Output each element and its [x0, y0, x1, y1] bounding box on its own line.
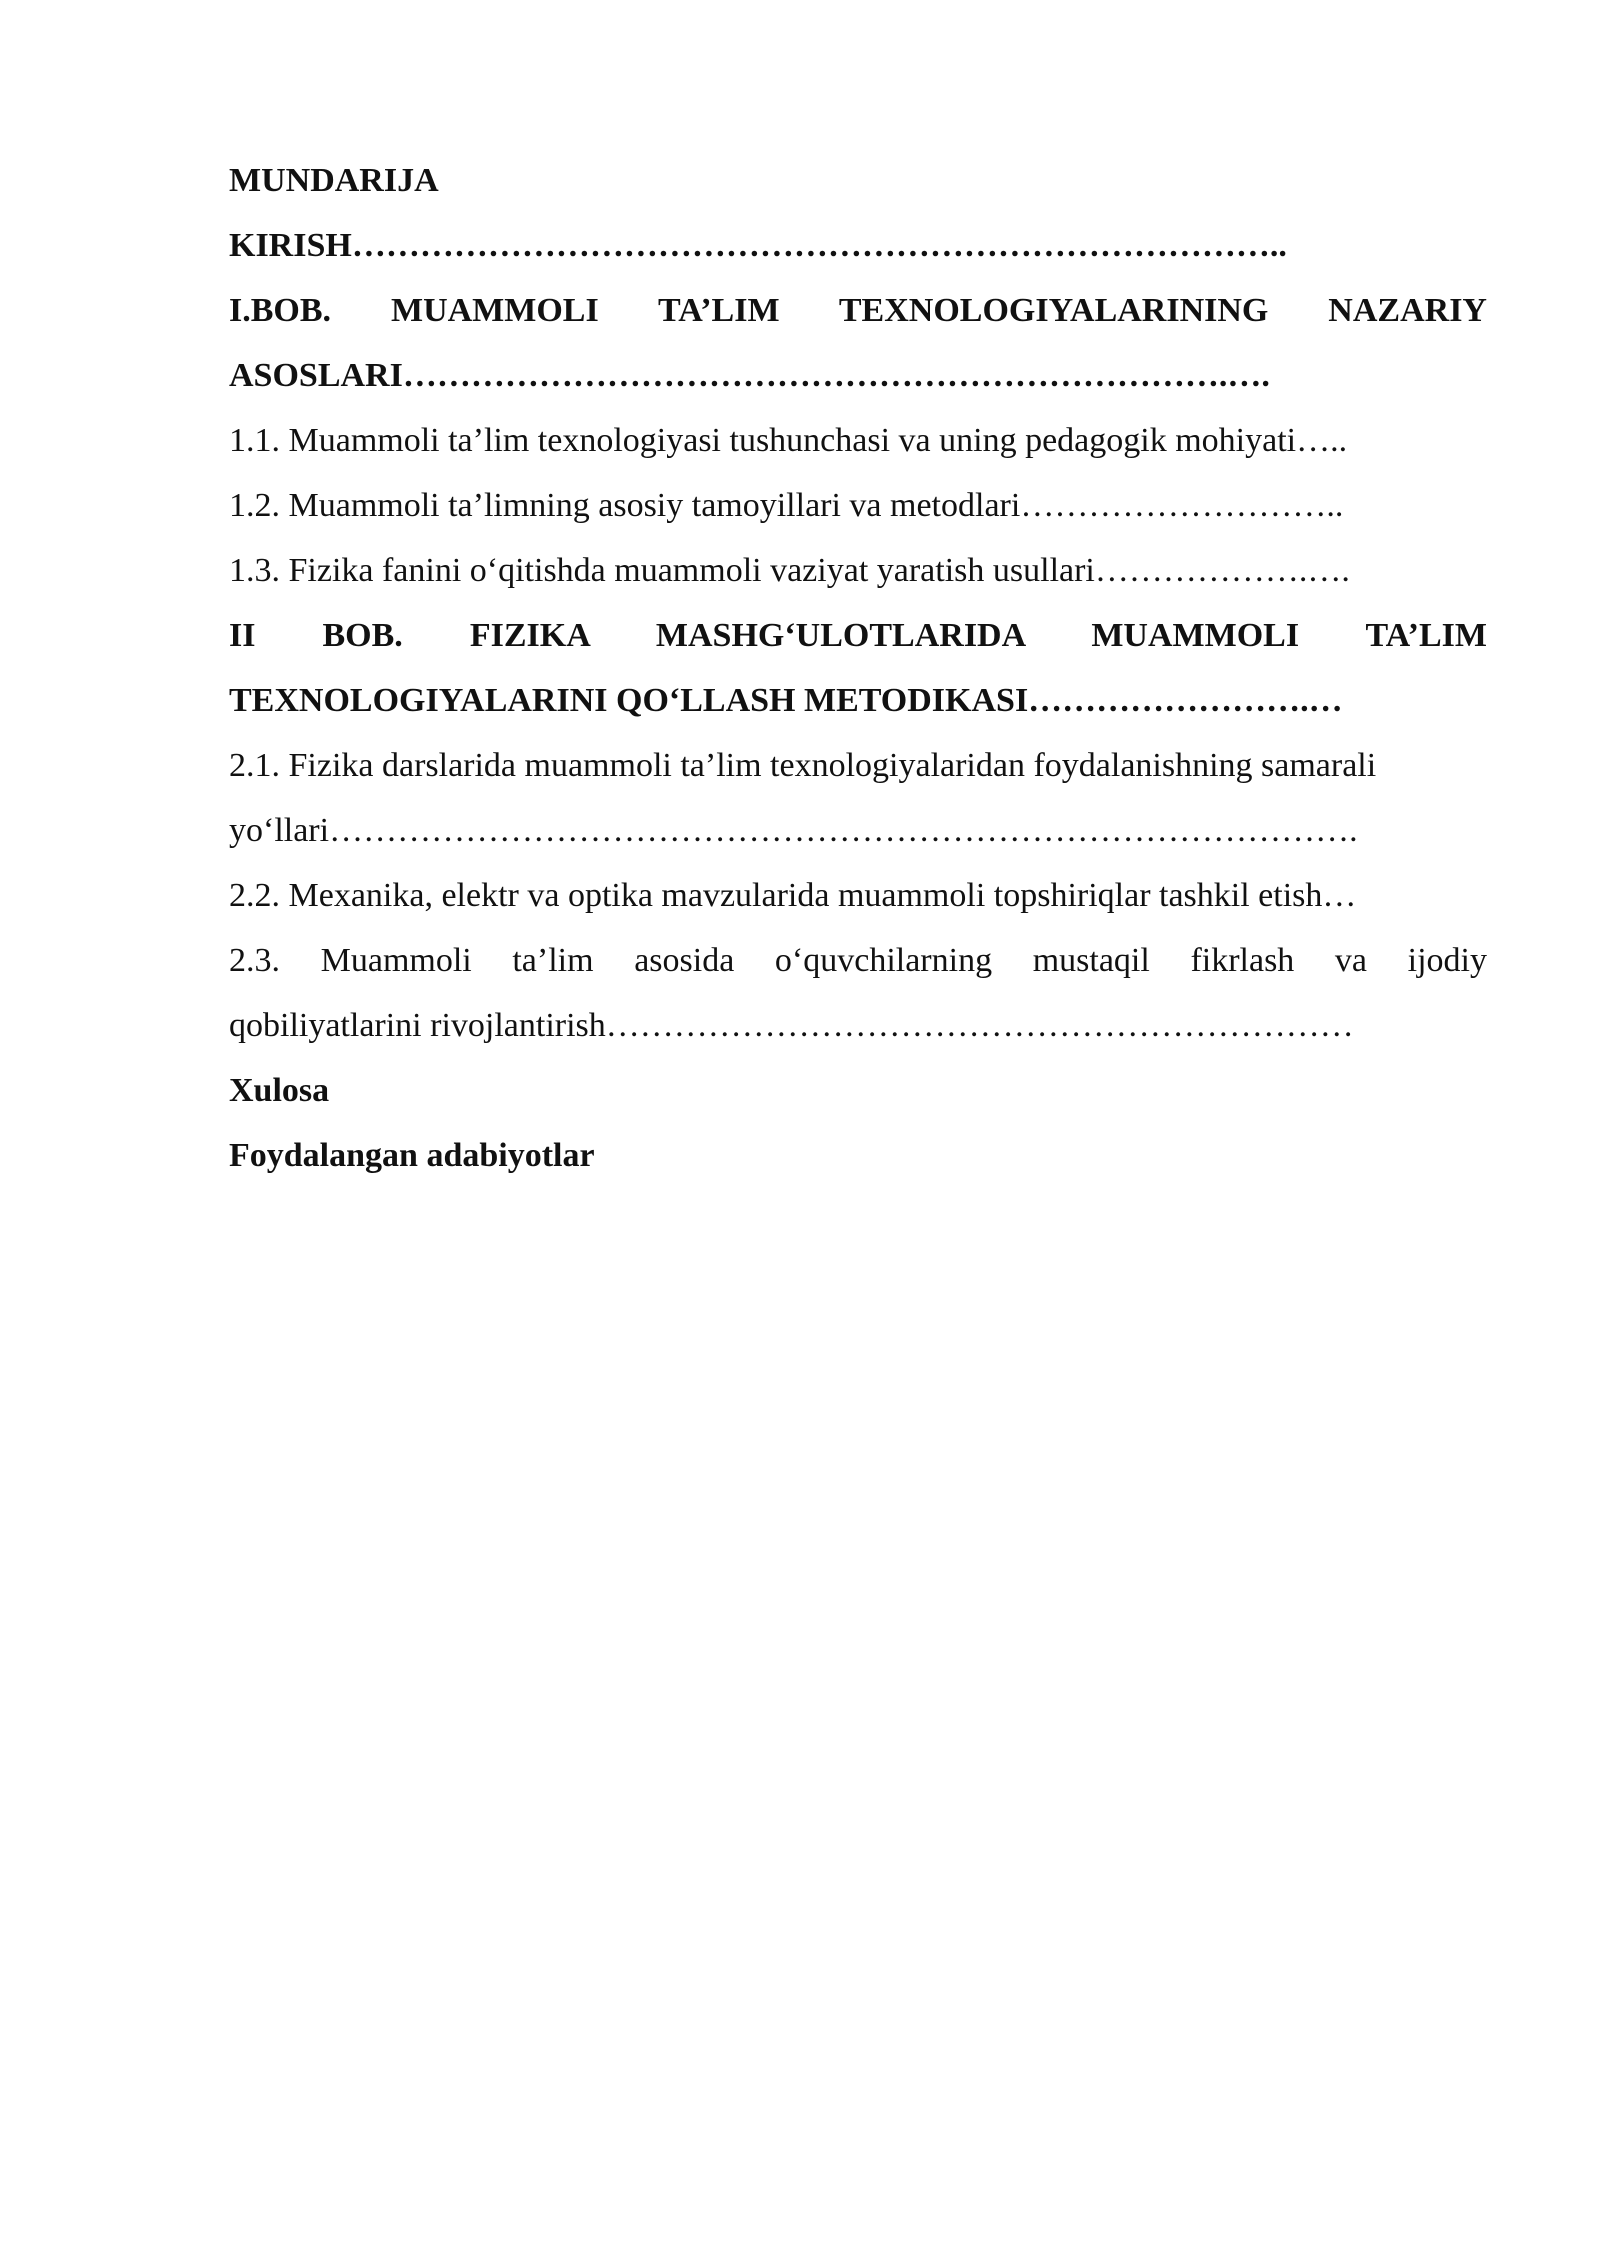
toc-entry-chapter2-line1: II BOB. FIZIKA MASHG‘ULOTLARIDA MUAMMOLI TA’LIM	[229, 617, 1487, 654]
toc-entry-chapter1-line2: ASOSLARI……………………………………………………………….….	[229, 357, 1270, 394]
toc-entry-chapter1-line1: I.BOB. MUAMMOLI TA’LIM TEXNOLOGIYALARINING NAZARIY	[229, 292, 1487, 329]
toc-entry-chapter2-line2: TEXNOLOGIYALARINI QO‘LLASH METODIKASI…………………….…	[229, 682, 1343, 719]
toc-entry-section-1-2: 1.2. Muammoli ta’limning asosiy tamoyillari va metodlari………………………..	[229, 487, 1344, 524]
toc-heading: MUNDARIJA	[229, 162, 439, 199]
toc-entry-section-2-1-line2: yo‘llari……………………………………………………………………………….	[229, 812, 1358, 849]
toc-entry-section-2-3-line2: qobiliyatlarini rivojlantirish…………………………………………………………	[229, 1007, 1354, 1044]
toc-entry-conclusion: Xulosa	[229, 1072, 330, 1109]
toc-entry-section-1-3: 1.3. Fizika fanini o‘qitishda muammoli vaziyat yaratish usullari……………….….	[229, 552, 1350, 589]
table-of-contents	[229, 148, 1487, 1188]
toc-entry-section-2-1-line1: 2.1. Fizika darslarida muammoli ta’lim texnologiyalaridan foydalanishning samarali	[229, 747, 1377, 784]
toc-entry-references: Foydalangan adabiyotlar	[229, 1137, 595, 1174]
toc-entry-section-1-1: 1.1. Muammoli ta’lim texnologiyasi tushunchasi va uning pedagogik mohiyati…..	[229, 422, 1348, 459]
toc-entry-section-2-2: 2.2. Mexanika, elektr va optika mavzularida muammoli topshiriqlar tashkil etish…	[229, 877, 1357, 914]
toc-entry-intro: KIRISH………………………………………………………………………..	[229, 227, 1287, 264]
toc-entry-section-2-3-line1: 2.3. Muammoli ta’lim asosida o‘quvchilarning mustaqil fikrlash va ijodiy	[229, 942, 1487, 979]
